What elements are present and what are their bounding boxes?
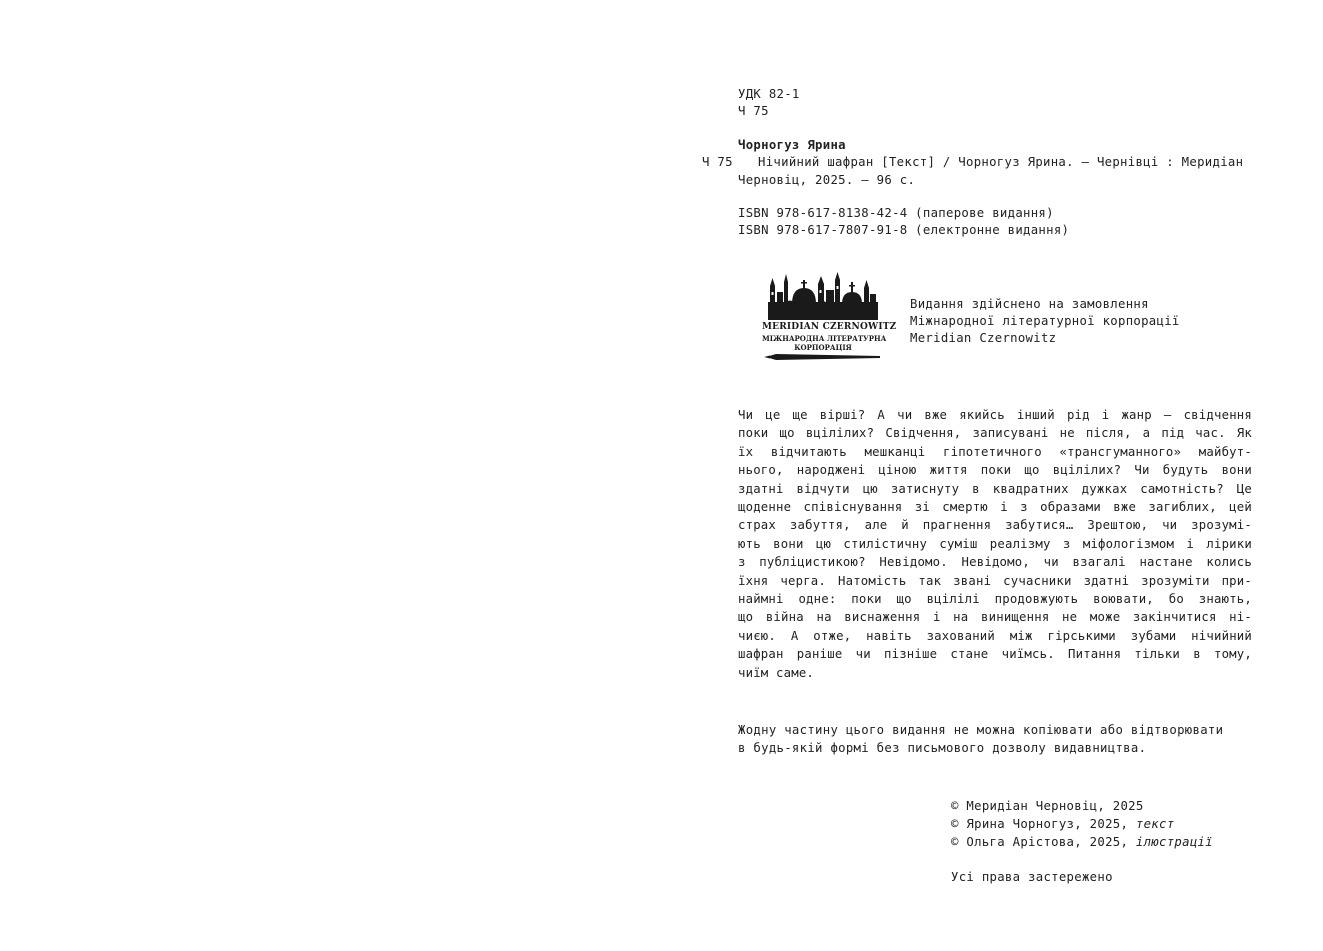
annotation-line: Чи це ще вірші? А чи вже якийсь інший рід і жанр — свідчення bbox=[738, 408, 1252, 422]
annotation-line: щоденне співіснування зі смертю і з образами вже загиблих, цей bbox=[738, 500, 1252, 514]
all-rights-reserved: Усі права застережено bbox=[951, 870, 1113, 884]
publisher-logo bbox=[762, 272, 897, 364]
logo-subtitle-1: МІЖНАРОДНА ЛІТЕРАТУРНА bbox=[762, 334, 887, 343]
commission-line-3: Meridian Czernowitz bbox=[910, 331, 1057, 345]
copyright-author bbox=[951, 817, 1174, 831]
catalog-description-line-1: Нічийний шафран [Текст] / Чорногуз Ярина. — Чернівці : Меридіан bbox=[758, 155, 1244, 169]
copyright-publisher: © Меридіан Черновіц, 2025 bbox=[951, 799, 1144, 813]
annotation-line: шафран раніше чи пізніше стане чиїмсь. Питання тільки в тому, bbox=[738, 647, 1252, 662]
copyright-author-main: © Ярина Чорногуз, 2025, bbox=[951, 817, 1136, 831]
catalog-description-line-2: Черновіц, 2025. — 96 с. bbox=[738, 173, 916, 187]
annotation-line: їх відчитають мешканці гіпотетичного «трансгуманного» майбут- bbox=[738, 444, 1252, 459]
pen-nib-icon bbox=[762, 352, 884, 362]
annotation-line: що війна на виснаження і на винищення не може закінчитися ні- bbox=[738, 610, 1252, 625]
annotation-line: чиїм саме. bbox=[738, 665, 815, 680]
annotation-line: ють вони цю стилістичну суміш реалізму з міфологізмом і лірики bbox=[738, 536, 1252, 551]
commission-line-1: Видання здійснено на замовлення bbox=[910, 297, 1149, 311]
bbk-code: Ч 75 bbox=[738, 104, 769, 118]
annotation-line: поки що вцілілих? Свідчення, записувані не після, а під час. Як bbox=[738, 426, 1252, 441]
copyright-illustrator bbox=[951, 835, 1213, 849]
city-skyline-icon bbox=[762, 272, 884, 320]
isbn-print: ISBN 978-617-8138-42-4 (паперове видання) bbox=[738, 206, 1054, 220]
copyright-illustrator-role: ілюстрації bbox=[1135, 835, 1213, 849]
rights-notice-line-2: в будь-якій формі без письмового дозволу видавництва. bbox=[738, 741, 1147, 755]
annotation-line: їхня черга. Натомість так звані сучасники здатні зрозуміти при- bbox=[738, 573, 1252, 588]
annotation-line: чиєю. А отже, навіть захований між гірськими зубами нічийний bbox=[738, 628, 1252, 643]
catalog-code: Ч 75 bbox=[702, 155, 733, 169]
copyright-author-role: текст bbox=[1135, 817, 1175, 831]
logo-subtitle-2: КОРПОРАЦІЯ bbox=[794, 343, 852, 352]
rights-notice-line-1: Жодну частину цього видання не можна копіювати або відтворювати bbox=[738, 723, 1224, 737]
copyright-illustrator-main: © Ольга Арістова, 2025, bbox=[951, 835, 1136, 849]
isbn-electronic: ISBN 978-617-7807-91-8 (електронне видання) bbox=[738, 223, 1070, 237]
author-heading: Чорногуз Ярина bbox=[738, 138, 846, 152]
udk-code: УДК 82-1 bbox=[738, 87, 800, 101]
annotation-line: наймні одне: поки що вцілілі продовжують воювати, бо знають, bbox=[738, 592, 1252, 606]
annotation-line: здатні відчути цю затиснуту в квадратних дужках самотність? Це bbox=[738, 481, 1252, 496]
commission-line-2: Міжнародної літературної корпорації bbox=[910, 314, 1180, 328]
annotation-line: страх забуття, але й прагнення забутися… Зрештою, чи зрозумі- bbox=[738, 518, 1252, 533]
logo-name: MERIDIAN CZERNOWITZ bbox=[762, 322, 897, 332]
annotation-line: з публіцистикою? Невідомо. Невідомо, чи взагалі настане колись bbox=[738, 555, 1252, 570]
annotation-line: нього, народжені ціною життя поки що вцілілих? Чи будуть вони bbox=[738, 463, 1252, 478]
